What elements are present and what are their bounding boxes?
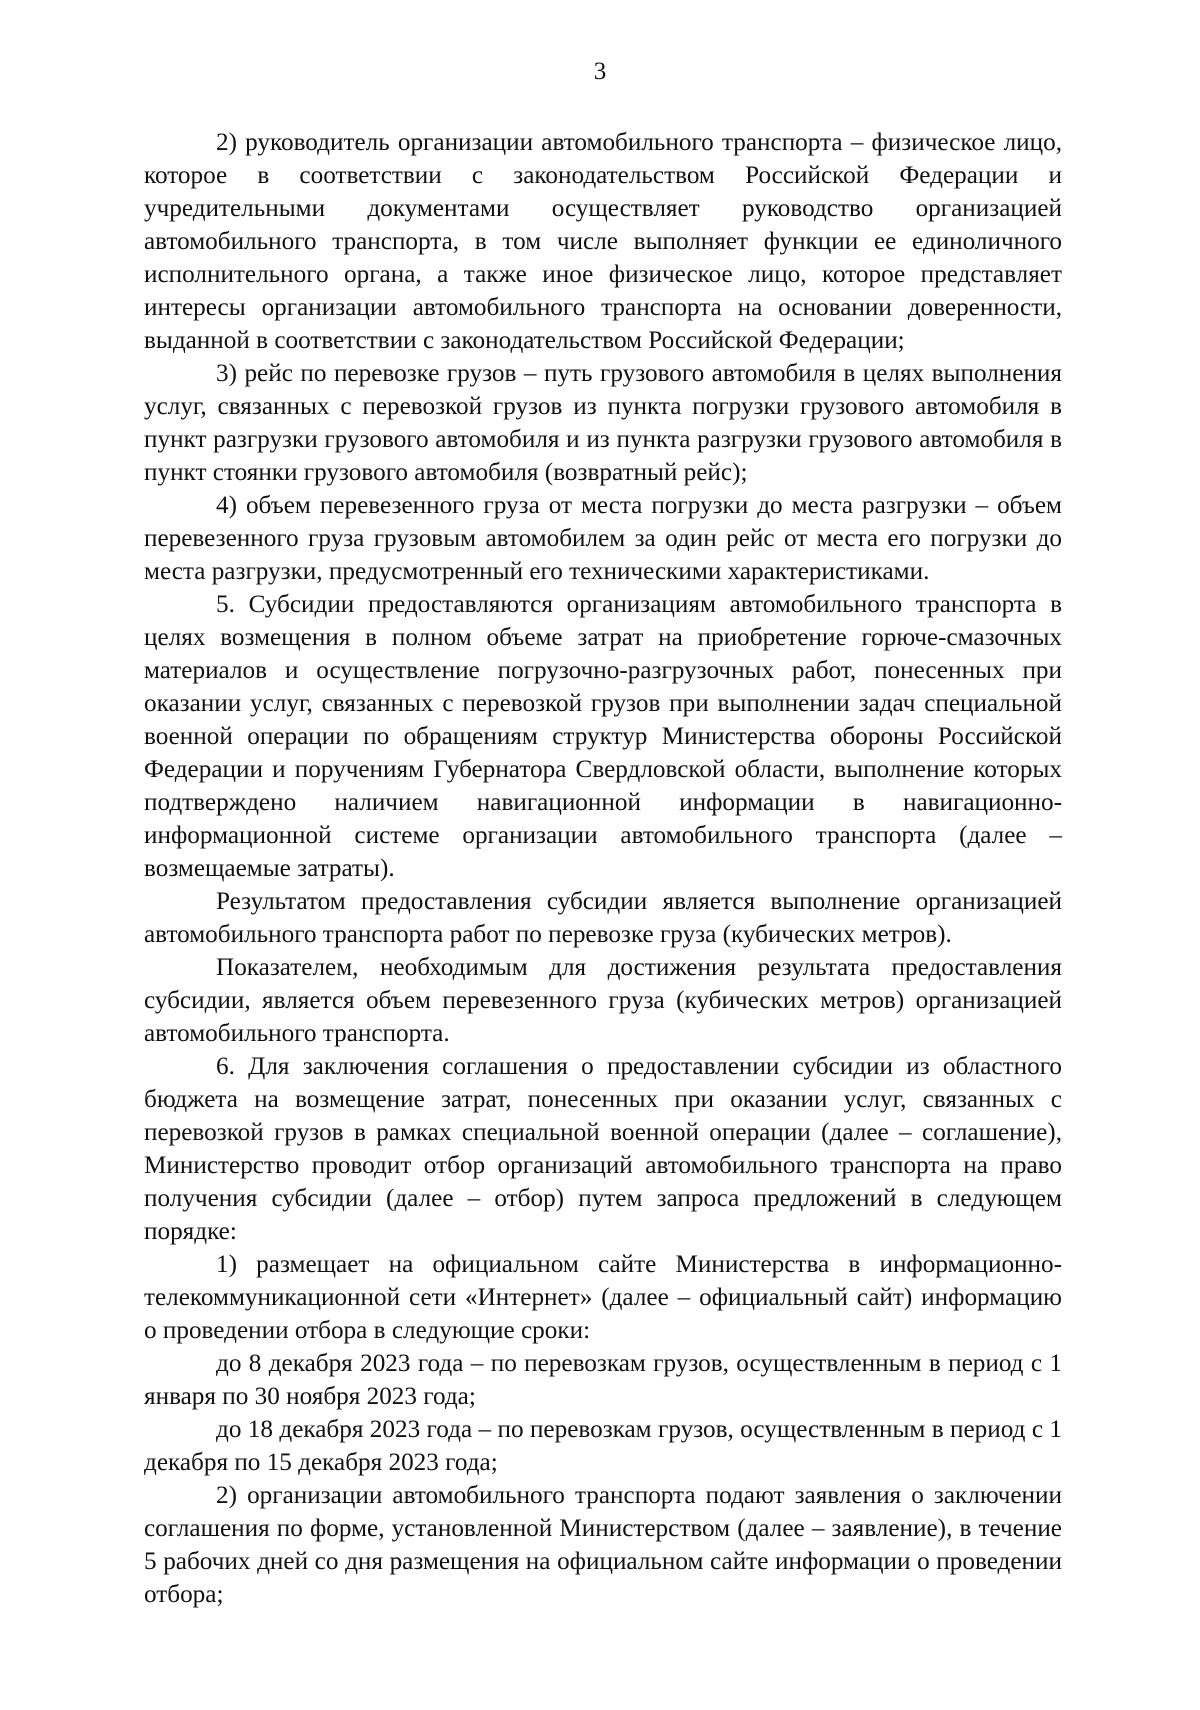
paragraph-subsidy-purpose: 5. Субсидии предоставляются организациям автомобильного транспорта в целях возмещения в полном объеме затрат на приобретение горюче-смазочных материалов и осуществление погрузочно-разгрузочных работ, понесенных при оказании услуг, связанных с перевозкой грузов при выполнении задач специальной военной операции по обращениям структур Министерства обороны Российской Федерации и поручениям Губернатора Свердловской области, выполнение которых подтверждено наличием навигационной информации в навигационно-информационной системе организации автомобильного транспорта (далее – возмещаемые затраты). <box>144 591 1062 882</box>
paragraph-subsidy-indicator: Показателем, необходимым для достижения результата предоставления субсидии, является объем перевезенного груза (кубических метров) организацией автомобильного транспорта. <box>144 954 1062 1047</box>
paragraph-application-submission: 2) организации автомобильного транспорта подают заявления о заключении соглашения по форме, установленной Министерством (далее – заявление), в течение 5 рабочих дней со дня размещения на официальном сайте информации о проведении отбора; <box>144 1482 1062 1608</box>
paragraph-cargo-trip-definition: 3) рейс по перевозке грузов – путь грузового автомобиля в целях выполнения услуг, связанных с перевозкой грузов из пункта погрузки грузового автомобиля в пункт разгрузки грузового автомобиля и из пункта разгрузки грузового автомобиля в пункт стоянки грузового автомобиля (возвратный рейс); <box>144 360 1062 486</box>
paragraph-subsidy-result: Результатом предоставления субсидии является выполнение организацией автомобильного транспорта работ по перевозке груза (кубических метров). <box>144 888 1062 948</box>
paragraph-deadline-december-18: до 18 декабря 2023 года – по перевозкам грузов, осуществленным в период с 1 декабря по 15 декабря 2023 года; <box>144 1416 1062 1476</box>
paragraph-publication: 1) размещает на официальном сайте Министерства в информационно-телекоммуникационной сети «Интернет» (далее – официальный сайт) информацию о проведении отбора в следующие сроки: <box>144 1251 1062 1344</box>
paragraph-cargo-volume-definition: 4) объем перевезенного груза от места погрузки до места разгрузки – объем перевезенного груза грузовым автомобилем за один рейс от места его погрузки до места разгрузки, предусмотренный его техническими характеристиками. <box>144 492 1062 585</box>
paragraph-executive-definition: 2) руководитель организации автомобильного транспорта – физическое лицо, которое в соответствии с законодательством Российской Федерации и учредительными документами осуществляет руководство организацией автомобильного транспорта, в том числе выполняет функции ее единоличного исполнительного органа, а также иное физическое лицо, которое представляет интересы организации автомобильного транспорта на основании доверенности, выданной в соответствии с законодательством Российской Федерации; <box>144 129 1062 354</box>
paragraph-deadline-december-8: до 8 декабря 2023 года – по перевозкам грузов, осуществленным в период с 1 января по 30 ноября 2023 года; <box>144 1350 1062 1410</box>
paragraph-selection-procedure: 6. Для заключения соглашения о предоставлении субсидии из областного бюджета на возмещение затрат, понесенных при оказании услуг, связанных с перевозкой грузов в рамках специальной военной операции (далее – соглашение), Министерство проводит отбор организаций автомобильного транспорта на право получения субсидии (далее – отбор) путем запроса предложений в следующем порядке: <box>144 1053 1062 1245</box>
document-body <box>144 126 1062 1611</box>
page-number: 3 <box>593 58 607 85</box>
